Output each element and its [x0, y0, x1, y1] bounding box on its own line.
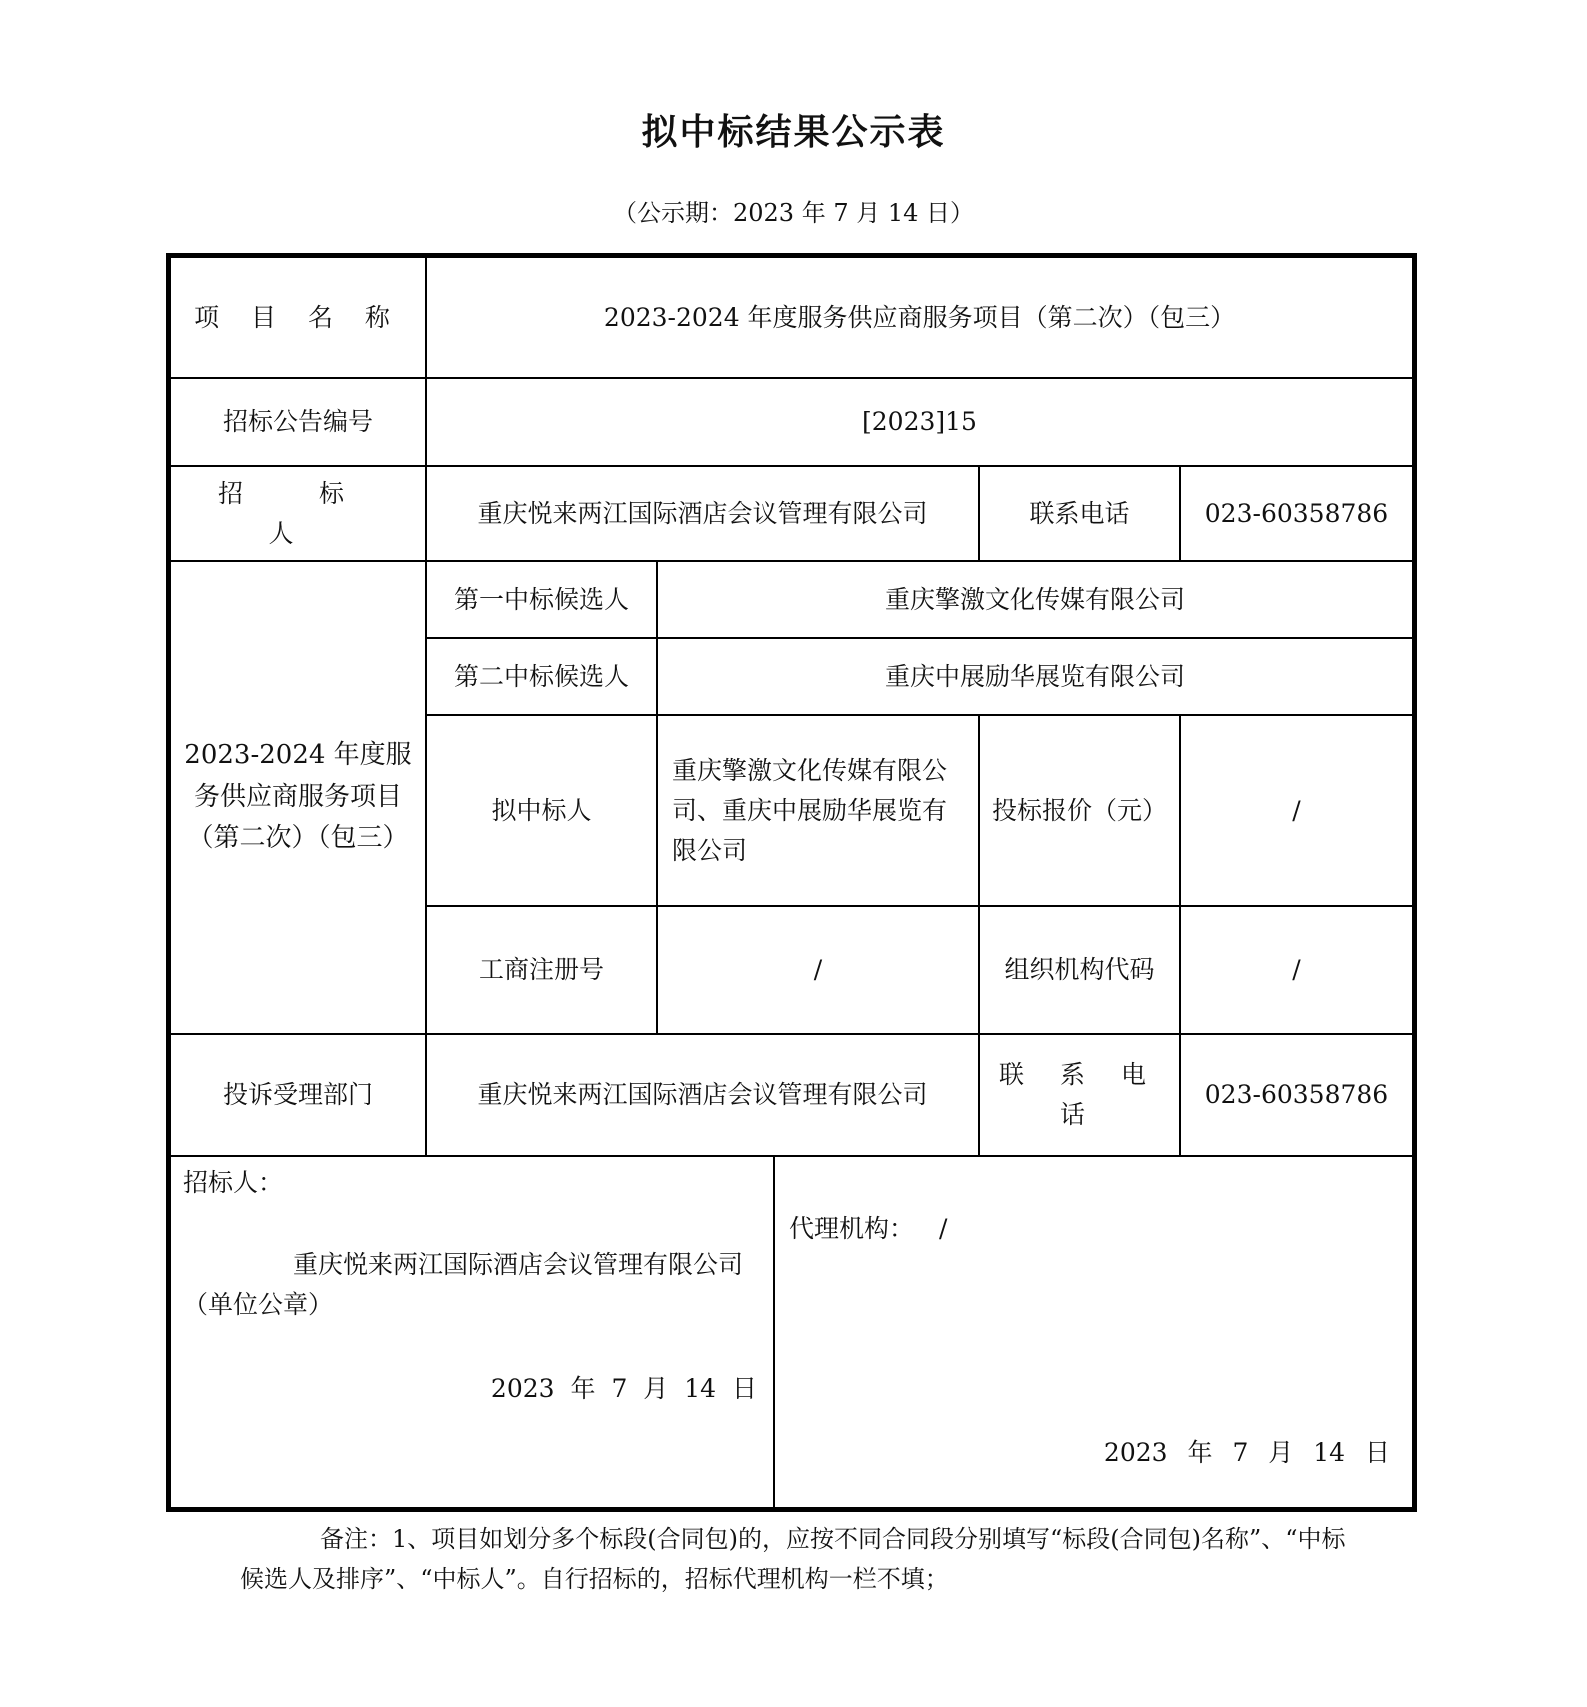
- agency-signature-date: 2023 年 7 月 14 日: [1103, 1438, 1390, 1467]
- notice-number-label: 招标公告编号: [171, 379, 427, 467]
- tenderer-signature-box: [171, 1157, 775, 1507]
- contact-phone-value: 023-60358786: [1181, 467, 1412, 562]
- notice-number-value: [2023]15: [427, 379, 1412, 467]
- registration-number-value: /: [658, 907, 980, 1035]
- section-name: 2023-2024 年度服务供应商服务项目（第二次）（包三）: [171, 562, 427, 1035]
- tenderer-signature-heading: 招标人：: [183, 1168, 284, 1197]
- contact-phone-label: 联系电话: [980, 467, 1181, 562]
- bid-price-value: /: [1181, 716, 1412, 907]
- tenderer-signature-date: 2023 年 7 月 14 日: [490, 1374, 757, 1403]
- project-name-label: 项 目 名 称: [171, 258, 427, 379]
- complaint-phone-value: 023-60358786: [1181, 1035, 1412, 1157]
- second-candidate-label: 第二中标候选人: [427, 639, 658, 716]
- document-title: 拟中标结果公示表: [641, 112, 946, 153]
- tenderer-label: 招 标 人: [171, 467, 427, 562]
- registration-number-label: 工商注册号: [427, 907, 658, 1035]
- winner-value: 重庆擎激文化传媒有限公司、重庆中展励华展览有限公司: [658, 716, 980, 907]
- complaint-department-value: 重庆悦来两江国际酒店会议管理有限公司: [427, 1035, 980, 1157]
- first-candidate-value: 重庆擎激文化传媒有限公司: [658, 562, 1412, 639]
- remarks-note: 备注：1、项目如划分多个标段(合同包)的，应按不同合同段分别填写“标段(合同包)名称”、“中标候选人及排序”、“中标人”。自行招标的，招标代理机构一栏不填；: [240, 1525, 1346, 1593]
- tenderer-seal-text: 重庆悦来两江国际酒店会议管理有限公司（单位公章）: [183, 1250, 744, 1319]
- publicity-period: （公示期：2023 年 7 月 14 日）: [612, 199, 975, 227]
- second-candidate-value: 重庆中展励华展览有限公司: [658, 639, 1412, 716]
- agency-signature-box: [775, 1157, 1412, 1507]
- result-table: [166, 253, 1417, 1512]
- project-name-value: 2023-2024 年度服务供应商服务项目（第二次）（包三）: [427, 258, 1412, 379]
- agency-value: /: [939, 1214, 948, 1243]
- organization-code-label: 组织机构代码: [980, 907, 1181, 1035]
- complaint-phone-label: 联 系 电 话: [980, 1035, 1181, 1157]
- bid-price-label: 投标报价（元）: [980, 716, 1181, 907]
- tenderer-value: 重庆悦来两江国际酒店会议管理有限公司: [427, 467, 980, 562]
- agency-label: 代理机构：: [789, 1214, 915, 1243]
- winner-label: 拟中标人: [427, 716, 658, 907]
- organization-code-value: /: [1181, 907, 1412, 1035]
- complaint-department-label: 投诉受理部门: [171, 1035, 427, 1157]
- first-candidate-label: 第一中标候选人: [427, 562, 658, 639]
